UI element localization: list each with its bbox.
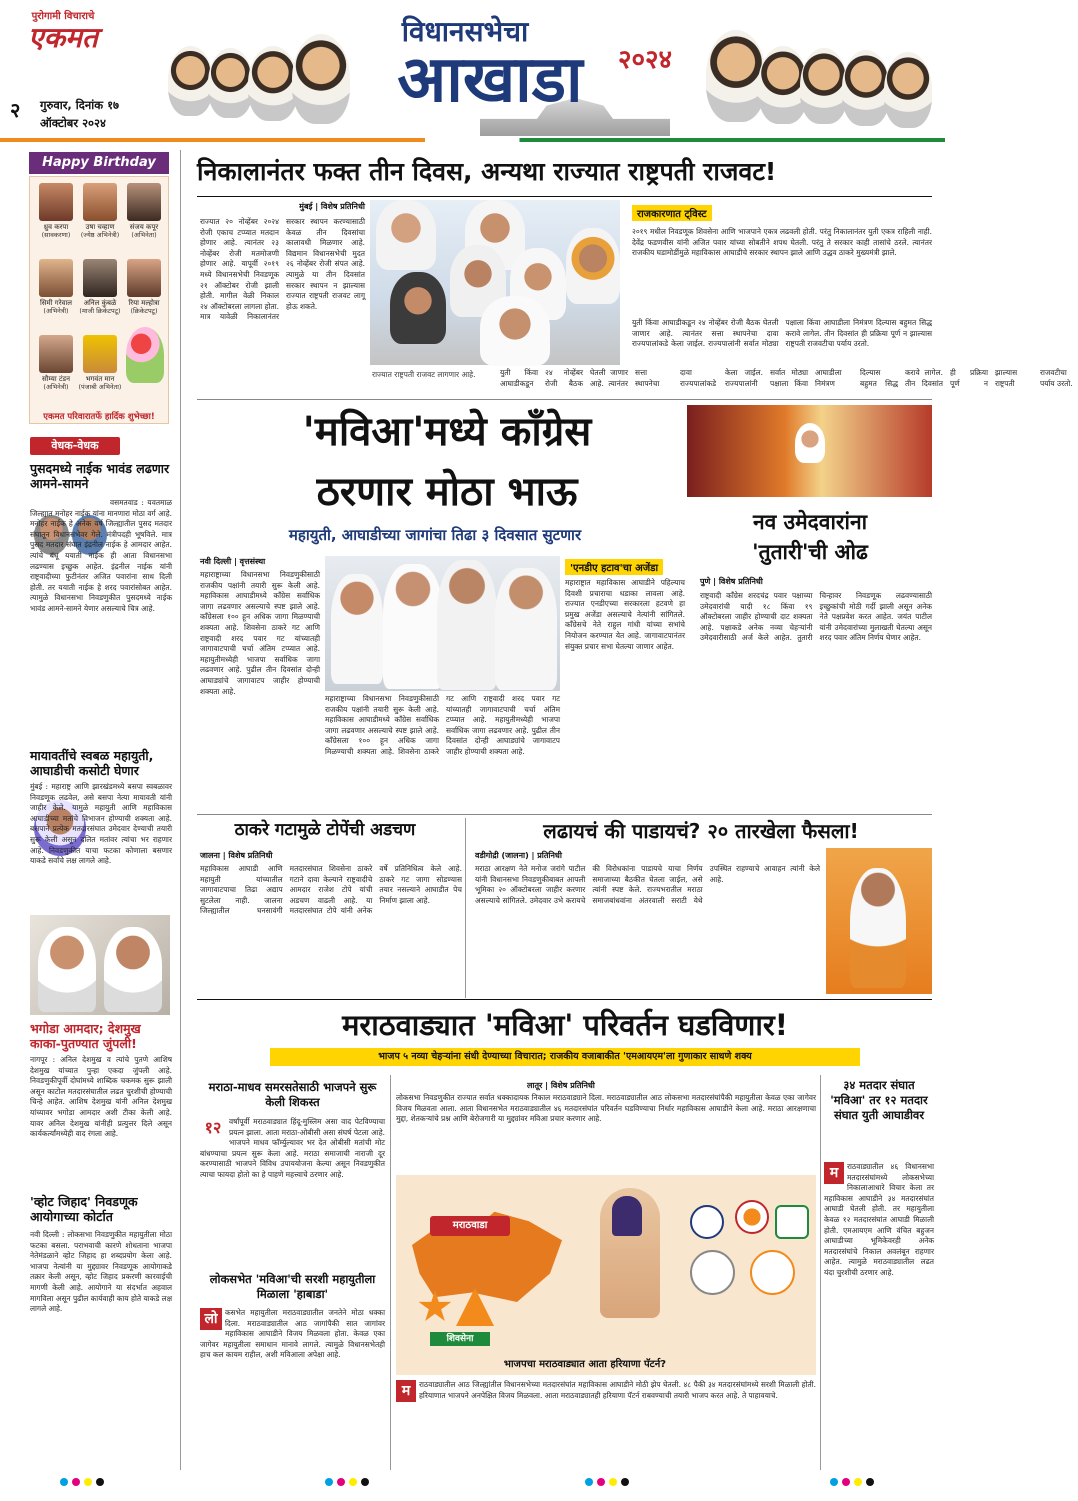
birthday-name: सिमी गरेवाल xyxy=(39,299,73,307)
lead-headline[interactable]: निकालानंतर फक्त तीन दिवस, अन्यथा राज्यात राष्ट्रपती राजवट! xyxy=(197,157,777,186)
person-photo xyxy=(104,927,162,1012)
nda-tag: 'एनडीए हटाव'चा अजेंडा xyxy=(565,559,663,575)
drop-cap: म xyxy=(824,1162,844,1184)
birthday-person xyxy=(34,335,78,391)
person-photo xyxy=(376,200,436,270)
birthday-name: भगवंत मान xyxy=(85,375,115,383)
birthday-name: संजय कपूर xyxy=(129,223,159,231)
birthday-role: (अभिनेता) xyxy=(131,231,157,239)
section-rule xyxy=(197,999,932,1000)
person-photo xyxy=(38,927,96,1012)
page-number: २ xyxy=(10,98,21,122)
birthday-role: (सावकरणा) xyxy=(41,231,71,239)
tutari-headline-line2[interactable]: 'तुतारी'ची ओढ xyxy=(752,540,868,564)
mva-body-col2: महाराष्ट्राच्या विधानसभा निवडणुकीसाठी राजकीय पक्षांनी तयारी सुरू केली आहे. महाविकास आघाडीमध्ये काँग्रेस सर्वाधिक जागा लढवणार असल्याचे स्पष्ट झाले आहे. काँग्रेसला १०० हून अधिक जागा मिळण्याची शक्यता आहे. शिवसेना ठाकरे गट आणि राष्ट्रवादी शरद पवार गट यांच्यातही जागावाटपाची चर्चा अंतिम टप्प्यात आहे. महायुतीमध्येही भाजपा सर्वाधिक जागा लढवणार आहे. पुढील तीन दिवसांत दोन्ही आघाड्यांचे जागावाटप जाहीर होण्याची शक्यता आहे. xyxy=(325,694,560,756)
deshmukh-photo xyxy=(30,915,170,1015)
marathwada-subhead[interactable]: भाजप ५ नव्या चेहऱ्यांना संधी देण्याच्या विचारात; राजकीय वजाबाकीत 'एमआयएम'ला गुणाकार साधणे शक्य xyxy=(270,1048,860,1066)
nda-body: महाराष्ट्रात महाविकास आघाडीने पहिल्याच दिवशी प्रचाराचा धडाका लावला आहे. राज्यात एनडीएच्या सरकारला हटवणे हा प्रमुख अजेंडा असल्याचे नेत्यांनी सांगितले. काँग्रेसचे नेते राहुल गांधी यांच्या सभांचे नियोजन करण्यात येत आहे. जागावाटपानंतर संयुक्त प्रचार सभा घेतल्या जाणार आहेत. xyxy=(565,578,685,651)
masthead-divider xyxy=(0,138,945,142)
twist-tag: राजकारणात ट्विस्ट xyxy=(632,205,712,221)
marathwada-side1-title[interactable]: मराठा-माधव समरसतेसाठी भाजपने सुरू केली शिकस्त xyxy=(208,1080,377,1109)
registration-mark xyxy=(830,1478,838,1486)
birthday-person xyxy=(78,259,122,315)
masthead xyxy=(0,0,945,145)
column-divider xyxy=(390,1075,391,1470)
leaders-collage-photo xyxy=(370,200,620,365)
brand-name: एकमत xyxy=(28,21,98,54)
birthday-role: (माजी क्रिकेटपटू) xyxy=(79,307,121,315)
person-photo xyxy=(390,272,446,344)
side-headline[interactable]: पुसदमध्ये नाईक भावंड लढणार आमने-सामने xyxy=(30,461,170,491)
tutari-dateline: पुणे | विशेष प्रतिनिधी xyxy=(700,577,763,586)
leader-portrait xyxy=(248,46,298,121)
birthday-person xyxy=(34,183,78,239)
person-photo xyxy=(383,564,443,689)
birthday-photo xyxy=(39,335,73,373)
birthday-name: सौम्या टंडन xyxy=(41,375,71,383)
print-registration-strip xyxy=(0,1478,945,1490)
map-caption: भाजपचा मराठवाड्यात आता हरियाणा पॅटर्न? xyxy=(503,1359,667,1370)
registration-mark xyxy=(337,1478,345,1486)
brand-logo[interactable] xyxy=(8,8,118,58)
flower-bouquet-icon xyxy=(126,327,164,383)
mva-headline-line1[interactable]: 'मविआ'मध्ये काँग्रेस xyxy=(302,409,592,455)
side-story-body: नवी दिल्ली : लोकसभा निवडणुकीत महायुतीला मोठा फटका बसला. पराभवाची कारणे शोधताना भाजपा नेतेमंडळाने व्होट जिहाद हा शब्दप्रयोग केला आहे. भाजपा नेत्यांनी या मुद्द्यावर निवडणूक आयोगाकडे तक्रार केली असून, व्होट जिहाद प्रकरणी कारवाईची मागणी केली आहे. आयोगाने या संदर्भात अहवाल मागविला असून पुढील कार्यवाही काय होते याकडे लक्ष लागले आहे. xyxy=(30,1230,172,1314)
rally-photo xyxy=(687,405,932,497)
tutari-body: राष्ट्रवादी काँग्रेस शरदचंद्र पवार पक्षाच्या उमेदवारांची यादी १८ किंवा १९ ऑक्टोबरला जाहीर होण्याची दाट शक्यता आहे. पक्षाकडे अनेक नव्या चेहऱ्यांनी उमेदवारीसाठी अर्ज केले आहेत. तुतारी चिन्हावर निवडणूक लढवण्यासाठी इच्छुकांची मोठी गर्दी झाली असून अनेक नेते पक्षप्रवेश करत आहेत. जयंत पाटील यांनी उमेदवारांच्या मुलाखती घेतल्या असून शरद पवार अंतिम निर्णय घेणार आहेत. xyxy=(700,591,932,643)
leader-portrait xyxy=(884,52,932,128)
registration-mark xyxy=(325,1478,333,1486)
jarange-headline[interactable]: लढायचं की पाडायचं? २० तारखेला फैसला! xyxy=(543,819,859,843)
marathwada-bottom-text: राठवाड्यातील आठ जिल्ह्यांतील विधानसभेच्या मतदारसंघांत महाविकास आघाडीने मोठी झेप घेतली. ४८ पैकी ३४ मतदारसंघांमध्ये सरशी मिळाली होती. हरियाणात भाजपने अनपेक्षित विजय मिळवला. आता मराठवाड्यातही हरियाणा पॅटर्न राबवण्याची तयारी भाजप करत आहे. ते पाहावयाचे. xyxy=(419,1380,816,1400)
thackeray-body: महाविकास आघाडी आणि महायुती यांच्यातील जागावाटपाचा तिढा अद्याप सुटलेला नाही. जालना जिल्ह्यातील घनसावंगी मतदारसंघात शिवसेना ठाकरे गटाने दावा केल्याने राष्ट्रवादीचे आमदार राजेश टोपे यांची अडचण वाढली आहे. या मतदारसंघात टोपे यांनी अनेक वर्षे प्रतिनिधित्व केले आहे. ठाकरे गट जागा सोडण्यास तयार नसल्याने आघाडीत पेच निर्माण झाला आहे. xyxy=(200,864,462,916)
person-photo xyxy=(495,568,557,690)
birthday-role: (पंजाबी अभिनेता) xyxy=(78,383,122,391)
marathwada-dateline: लातूर | विशेष प्रतिनिधी xyxy=(527,1081,595,1090)
registration-mark xyxy=(72,1478,80,1486)
birthday-photo xyxy=(127,183,161,221)
person-photo xyxy=(480,296,550,366)
marathwada-side2-title[interactable]: लोकसभेत 'मविआ'ची सरशी महायुतीला मिळाला 'हाबाडा' xyxy=(209,1272,376,1301)
side-story-body: नागपूर : अनिल देशमुख व त्यांचे पुतणे आशिष देशमुख यांच्यात पुन्हा एकदा जुंपली आहे. निवडणुकीपूर्वी दोघांमध्ये शाब्दिक चकमक सुरू झाली असून काटोल मतदारसंघातील लढत चुरशीची होण्याची चिन्हे आहेत. आशिष देशमुख यांनी अनिल देशमुख यांच्यावर भगोडा आमदार अशी टीका केली आहे. यावर अनिल देशमुख यांनीही प्रत्युत्तर दिले असून कार्यकर्त्यांमध्येही वाद रंगला आहे. xyxy=(30,1055,172,1139)
leader-portrait xyxy=(292,34,350,124)
mva-subhead[interactable]: महायुती, आघाडीच्या जागांचा तिढा ३ दिवसात सुटणार xyxy=(288,526,582,544)
marathwada-side2-body xyxy=(200,1308,385,1468)
section-header-vedhak: वेधक-वेधक xyxy=(30,437,120,455)
thackeray-dateline: जालना | विशेष प्रतिनिधी xyxy=(200,851,273,860)
column-divider xyxy=(465,818,466,998)
birthday-name: रिया मल्होत्रा xyxy=(128,299,160,307)
marathwada-side1-body xyxy=(200,1117,385,1267)
leader-portrait xyxy=(706,30,766,122)
congress-hand-icon xyxy=(775,1205,809,1239)
person-photo xyxy=(437,560,497,690)
registration-mark xyxy=(854,1478,862,1486)
drop-cap: म xyxy=(396,1380,416,1402)
birthday-name: उषा चव्हाण xyxy=(85,223,115,231)
column-divider xyxy=(180,150,181,1470)
marathwada-side1-text: वर्षांपूर्वी मराठवाड्यात हिंदू-मुस्लिम असा वाद पेटविण्याचा प्रयत्न झाला. आता मराठा-ओबीसी असा संघर्ष पेटला आहे. भाजपने माधव फॉर्म्युल्यावर भर देत ओबीसी मतांची मोट बांधण्याचा प्रयत्न सुरू केला आहे. मराठा समाजाची नाराजी दूर करण्यासाठी भाजपने विविध उपाययोजना केल्या असून निवडणुकीत त्याचा फायदा होतो का हे पाहणे महत्त्वाचे ठरणार आहे. xyxy=(200,1117,385,1179)
marathwada-body: लोकसभा निवडणुकीत राज्यात सर्वात धक्कादायक निकाल मराठवाड्याने दिला. मराठवाड्यातील आठ लोकसभा मतदारसंघांपैकी महायुतीला केवळ एका जागेवर विजय मिळवता आला. आता विधानसभेत मराठवाड्यातील ४६ मतदारसंघांत परिवर्तन घडविण्याचा निर्धार महाविकास आघाडीने केला आहे. मराठा आरक्षणाचा मुद्दा, शेतकऱ्यांचे प्रश्न आणि बेरोजगारी या मुद्द्यांवर मविआ प्रचार करणार आहे. xyxy=(396,1093,816,1124)
marathwada-right-text: राठवाड्यातील ४६ विधानसभा मतदारसंघांमध्ये लोकसभेच्या निकालाआधारे विचार केला तर महाविकास आघाडीने ३४ मतदारसंघांत आघाडी घेतली होती. तर महायुतीला केवळ १२ मतदारसंघांत आघाडी मिळाली होती. एमआयएम आणि वंचित बहुजन आघाडीच्या भूमिकेवरही अनेक मतदारसंघांचे निकाल अवलंबून राहणार आहेत. त्यामुळे मराठवाड्यातील लढत यंदा चुरशीची ठरणार आहे. xyxy=(824,1162,934,1277)
marathwada-bottom-body xyxy=(396,1380,816,1468)
marathwada-right-title[interactable]: ३४ मतदार संघात 'मविआ' तर १२ मतदार संघात युती आघाडीवर xyxy=(830,1078,928,1122)
birthday-role: (क्रिकेटपटू) xyxy=(130,307,158,315)
leader-portrait xyxy=(800,48,848,124)
side-headline[interactable]: मायावतींचे स्वबळ महायुती, आघाडीची कसोटी घेणार xyxy=(30,748,154,778)
date-line xyxy=(40,96,119,132)
torch-icon xyxy=(735,1200,769,1234)
jarange-photo xyxy=(826,848,932,994)
mva-headline-line2[interactable]: ठरणार मोठा भाऊ xyxy=(316,469,578,515)
registration-mark xyxy=(609,1478,617,1486)
masthead-title: आखाडा xyxy=(397,42,583,117)
birthday-name: ध्रुव करपा xyxy=(43,223,69,231)
drop-cap: लो xyxy=(200,1308,222,1330)
person-photo xyxy=(331,574,383,684)
birthday-photo xyxy=(127,259,161,297)
registration-mark xyxy=(96,1478,104,1486)
birthday-panel xyxy=(29,176,169,424)
side-headline[interactable]: भगोडा आमदार; देशमुख काका-पुतण्यात जुंपली! xyxy=(30,1021,141,1051)
mva-leaders-photo xyxy=(325,556,560,691)
birthday-role: (अभिनेत्री) xyxy=(43,383,69,391)
birthday-photo xyxy=(39,183,73,221)
marathwada-side2-text: कसभेत महायुतीला मराठवाड्यातील जनतेने मोठा धक्का दिला. मराठवाड्यातील आठ जागांपैकी सात जागांवर महाविकास आघाडीने विजय मिळवला होता. केवळ एका जागेवर महायुतीला समाधान मानावे लागले. त्यामुळे विधानसभेतही हाच कल कायम राहील, अशी मविआला अपेक्षा आहे. xyxy=(200,1308,385,1360)
tutari-headline-line1[interactable]: नव उमेदवारांना xyxy=(752,510,868,534)
side-story-body: वसमतवाड : यवतमाळ जिल्ह्यात मनोहर नाईक यांना मानणारा मोठा वर्ग आहे. मनोहर नाईक हे अनेक वर्ष जिल्ह्यातील पुसद मतदार संघातून विधानसभेवर गेले. मंत्रीपदही भूषविले. मात्र पुसद मतदार संघात इंद्रनील नाईक हे आमदार आहेत. त्यांचे बंधू ययाती नाईक ही आता विधानसभा लढण्यास इच्छुक आहेत. इंद्रनील नाईक यांनी राष्ट्रवादीच्या फुटीनंतर अजित पवारांना साथ दिली होती. तर ययाती नाईक हे शरद पवारांसोबत आहेत. त्यामुळे विधानसभा निवडणुकीत पुसदमध्ये नाईक भावंड आमने-सामने येणार असल्याचे चित्र आहे. xyxy=(30,498,172,613)
registration-mark xyxy=(621,1478,629,1486)
lead-dateline: मुंबई | विशेष प्रतिनिधी xyxy=(299,202,365,211)
column-divider xyxy=(820,1075,821,1470)
brand-tagline: पुरोगामी विचाराचे xyxy=(31,11,95,22)
birthday-photo xyxy=(83,335,117,373)
twist-body: २०१९ मधील निवडणूक शिवसेना आणि भाजपाने एकत्र लढवली होती. परंतु निकालानंतर युती एकत्र राहिली नाही. देवेंद्र फडणवीस यांनी अजित पवार यांच्या सोबतीने शपथ घेतली. परंतु ते सरकार काही तासांचे ठरले. त्यानंतर राजकीय घडामोडींमुळे महाविकास आघाडीचे सरकार स्थापन झाले आणि उद्धव ठाकरे मुख्यमंत्री झाले. xyxy=(632,227,932,258)
birthday-photo xyxy=(83,183,117,221)
section-rule xyxy=(197,814,932,815)
side-headline[interactable]: 'व्होट जिहाद' निवडणूक आयोगाच्या कोर्टात xyxy=(30,1194,138,1224)
registration-mark xyxy=(585,1478,593,1486)
birthday-role: (अभिनेत्री) xyxy=(43,307,69,315)
mva-dateline: नवी दिल्ली | वृत्तसंस्था xyxy=(200,557,266,566)
map-label: मराठवाडा xyxy=(430,1216,510,1236)
lead-bottom-body: युती किंवा आघाडीकडून २४ नोव्हेंबर रोजी बैठक घेतली जाणार आहे. त्यानंतर सत्ता स्थापनेचा दावा राज्यपालांकडे केला जाईल. राज्यपालांनी सर्वात मोठ्या पक्षाला किंवा आघाडीला निमंत्रण दिल्यास बहुमत सिद्ध करावे लागेल. तीन दिवसांत ही प्रक्रिया पूर्ण न झाल्यास राष्ट्रपती राजवटीचा पर्याय उरतो. xyxy=(632,318,932,349)
birthday-footer: एकमत परिवारातर्फे हार्दिक शुभेच्छा! xyxy=(43,412,155,422)
birthday-name: अनिल कुंबळे xyxy=(83,299,117,307)
leader-portrait xyxy=(842,50,890,126)
ncp-symbol-icon xyxy=(690,1205,724,1239)
registration-mark xyxy=(842,1478,850,1486)
person-photo xyxy=(850,868,906,988)
birthday-person xyxy=(34,259,78,315)
birthday-photo xyxy=(83,259,117,297)
registration-mark xyxy=(60,1478,68,1486)
date-line-2: ऑक्टोबर २०२४ xyxy=(40,116,106,130)
ink-mark xyxy=(612,1196,642,1236)
leader-portrait xyxy=(168,46,213,116)
registration-mark xyxy=(84,1478,92,1486)
lead-photo-caption: राज्यात राष्ट्रपती राजवट लागणार आहे. xyxy=(372,370,476,379)
mns-symbol-icon xyxy=(750,1250,795,1295)
lead-rule xyxy=(197,196,932,197)
lead-body: राज्यात २० नोव्हेंबर २०२४ रोजी एकाच टप्प्यात मतदान होणार आहे. त्यानंतर २३ नोव्हेंबर रोजी मतमोजणी होणार आहे. यापूर्वी २०१९ मध्ये विधानसभेची निवडणूक २१ ऑक्टोबर रोजी झाली होती. मागील वेळी निकाल २४ ऑक्टोबरला लागला होता. मात्र यावेळी निकालानंतर सरकार स्थापन करण्यासाठी केवळ तीन दिवसांचा कालावधी मिळणार आहे. विद्यमान विधानसभेची मुदत २६ नोव्हेंबर रोजी संपत आहे. त्यामुळे या तीन दिवसांत सरकार स्थापन न झाल्यास राज्यात राष्ट्रपती राजवट लागू होऊ शकते. xyxy=(200,217,365,322)
party-label: शिवसेना xyxy=(430,1332,490,1346)
jarange-body: मराठा आरक्षण नेते मनोज जरांगे पाटील यांनी विधानसभा निवडणुकीबाबत आपली भूमिका २० ऑक्टोबरला जाहीर करणार असल्याचे सांगितले. उमेदवार उभे करायचे की विरोधकांना पाडायचे याचा निर्णय समाजाच्या बैठकीत घेतला जाईल, असे त्यांनी स्पष्ट केले. राज्यभरातील मराठा समाजबांधवांना अंतरवाली सराटी येथे उपस्थित राहण्याचे आवाहन त्यांनी केले आहे. xyxy=(475,864,820,905)
marathwada-headline[interactable]: मराठवाड्यात 'मविआ' परिवर्तन घडविणार! xyxy=(342,1008,788,1042)
person-photo xyxy=(795,423,825,463)
birthday-person xyxy=(122,259,166,315)
leader-portrait xyxy=(208,48,253,118)
birthday-header: Happy Birthday xyxy=(29,152,169,174)
registration-mark xyxy=(361,1478,369,1486)
birthday-person xyxy=(122,183,166,239)
drop-cap: १२ xyxy=(204,1118,222,1137)
side-story-body: मुंबई : महाराष्ट्र आणि झारखंडमध्ये बसपा स्वबळावर निवडणूक लढवेल, असे बसपा नेत्या मायावती यांनी जाहीर केले. यामुळे महायुती आणि महाविकास आघाडीच्या मतांचे विभाजन होण्याची शक्यता आहे. बसपाने प्रत्येक मतदारसंघात उमेदवार देण्याची तयारी सुरू केली असून दलित मतांवर त्यांचा भर राहणार आहे. निवडणुकीत याचा फटका कोणाला बसणार याकडे सर्वांचे लक्ष लागले आहे. xyxy=(30,782,172,866)
birthday-person xyxy=(78,183,122,239)
birthday-photo xyxy=(39,259,73,297)
ncp-sp-symbol-icon xyxy=(690,1250,735,1295)
birthday-person xyxy=(78,335,122,391)
lead-photo-text: युती किंवा आघाडीकडून २४ नोव्हेंबर रोजी बैठक घेतली जाणार आहे. त्यानंतर सत्ता स्थापनेचा दावा राज्यपालांकडे केला जाईल. राज्यपालांनी सर्वात मोठ्या पक्षाला किंवा आघाडीला निमंत्रण दिल्यास बहुमत सिद्ध करावे लागेल. तीन दिवसांत ही प्रक्रिया पूर्ण न झाल्यास राष्ट्रपती राजवटीचा पर्याय उरतो. xyxy=(500,368,1073,388)
person-photo xyxy=(566,228,620,304)
birthday-role: (ज्येष्ठ अभिनेत्री) xyxy=(80,231,120,239)
masthead-year: २०२४ xyxy=(617,45,673,75)
mva-body-col1: महाराष्ट्राच्या विधानसभा निवडणुकीसाठी राजकीय पक्षांनी तयारी सुरू केली आहे. महाविकास आघाडीमध्ये काँग्रेस सर्वाधिक जागा लढवणार असल्याचे स्पष्ट झाले आहे. काँग्रेसला १०० हून अधिक जागा मिळण्याची शक्यता आहे. शिवसेना ठाकरे गट आणि राष्ट्रवादी शरद पवार गट यांच्यातही जागावाटपाची चर्चा अंतिम टप्प्यात आहे. महायुतीमध्येही भाजपा सर्वाधिक जागा लढवणार आहे. पुढील तीन दिवसांत दोन्ही आघाड्यांचे जागावाटप जाहीर होण्याची शक्यता आहे. xyxy=(200,570,320,696)
registration-mark xyxy=(866,1478,874,1486)
registration-mark xyxy=(349,1478,357,1486)
section-rule xyxy=(197,399,932,400)
marathwada-right-body xyxy=(824,1162,934,1470)
jarange-dateline: वडीगोद्री (जालना) | प्रतिनिधी xyxy=(475,851,562,860)
date-line-1: गुरुवार, दिनांक १७ xyxy=(40,98,120,112)
thackeray-headline[interactable]: ठाकरे गटामुळे टोपेंची अडचण xyxy=(234,820,416,840)
registration-mark xyxy=(597,1478,605,1486)
masthead-title-small: विधानसभेचा xyxy=(401,15,529,48)
